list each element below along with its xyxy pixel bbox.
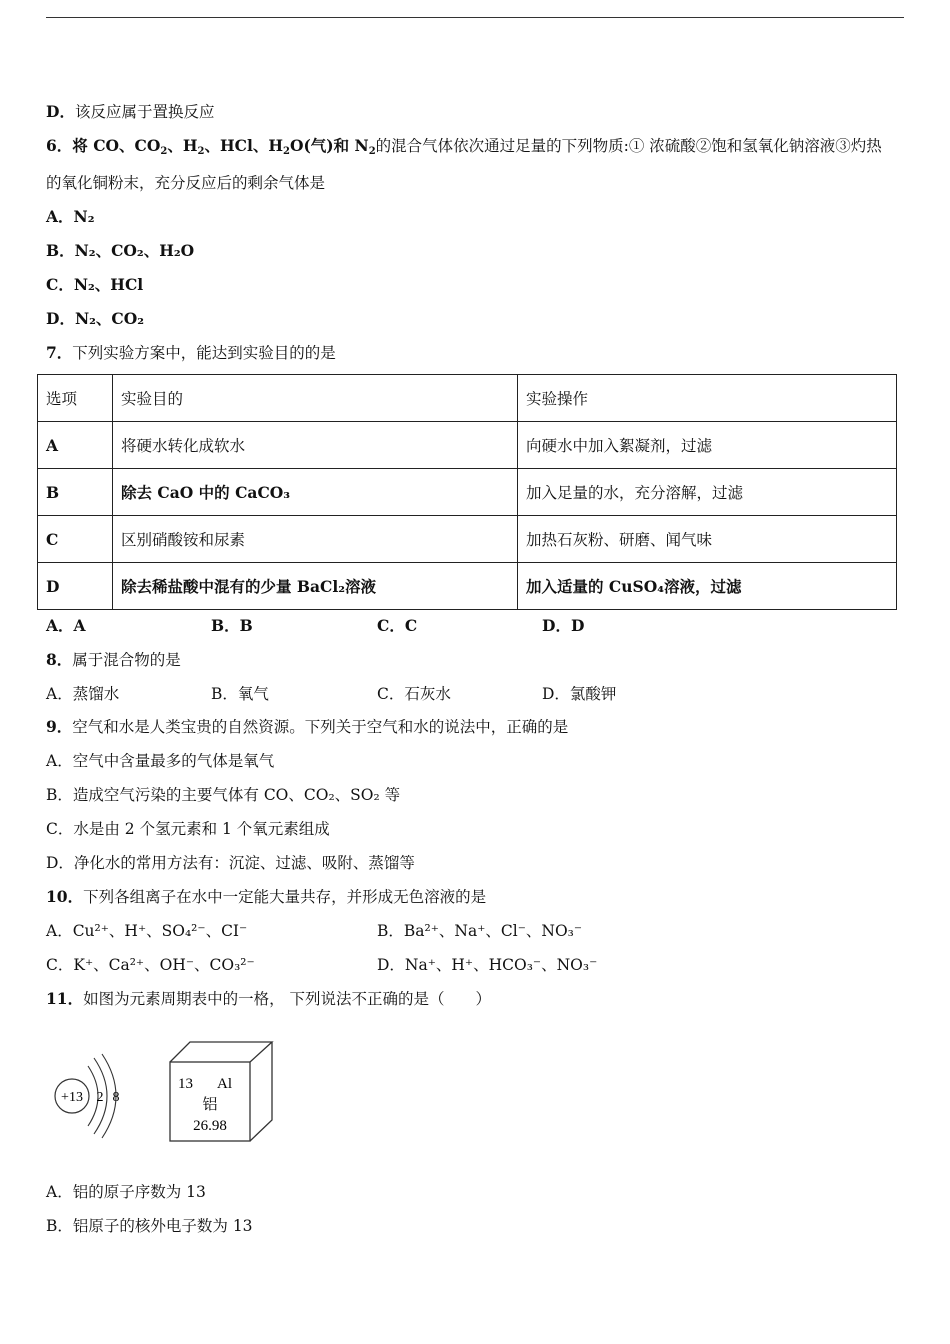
table-cell: 区别硝酸铵和尿素: [113, 516, 518, 563]
q9-option-b: B．造成空气污染的主要气体有 CO、CO₂、SO₂ 等: [46, 786, 401, 804]
aluminum-figure: [50, 1040, 280, 1150]
shell2-electrons: 8: [112, 1090, 120, 1105]
q7-answers: [0, 615, 950, 637]
q5-option-d: D．该反应属于置换反应: [46, 102, 215, 121]
q6-stem-line2: 的氧化铜粉末，充分反应后的剩余气体是: [46, 174, 326, 192]
q9-option-d: D．净化水的常用方法有：沉淀、过滤、吸附、蒸馏等: [46, 854, 415, 872]
q10-options-row1: [0, 920, 950, 942]
q10-option-c: C．K⁺、Ca²⁺、OH⁻、CO₃²⁻: [46, 956, 255, 974]
q8-option-c: C．石灰水: [377, 685, 451, 703]
table-cell: 加入足量的水，充分溶解，过滤: [518, 469, 897, 516]
table-header-cell: 选项: [38, 375, 113, 422]
q7-answer-d: D．D: [542, 616, 585, 635]
q10-option-b: B．Ba²⁺、Na⁺、Cl⁻、NO₃⁻: [377, 922, 583, 940]
table-cell: 将硬水转化成软水: [113, 422, 518, 469]
q9-stem: 9．空气和水是人类宝贵的自然资源。下列关于空气和水的说法中，正确的是: [46, 717, 569, 736]
q7-table: [37, 374, 897, 610]
q11-stem: 11．如图为元素周期表中的一格， 下列说法不正确的是（ ）: [46, 989, 492, 1008]
table-cell: C: [38, 516, 113, 563]
q10-option-d: D．Na⁺、H⁺、HCO₃⁻、NO₃⁻: [377, 956, 598, 974]
shell1-electrons: 2: [96, 1090, 104, 1105]
q6-stem-line1: 6．将 CO、$CO_2$、$H_2$、HCl、$H_2O$(气)和 $N_2$的混合气体依次通过足量的下列物质:① 浓硫酸②饱和氢氧化钠溶液③灼热: [46, 136, 882, 157]
table-cell: B: [38, 469, 113, 516]
q10-options-row2: [0, 954, 950, 976]
element-name: 铝: [202, 1095, 218, 1113]
q8-stem: 8．属于混合物的是: [46, 650, 181, 669]
element-cell-top: [170, 1042, 272, 1062]
table-cell: D: [38, 563, 113, 610]
table-row: [38, 516, 897, 563]
q8-option-a: A．蒸馏水: [46, 685, 120, 703]
table-cell: 加入适量的 CuSO₄溶液，过滤: [518, 563, 897, 610]
table-cell: 除去稀盐酸中混有的少量 BaCl₂溶液: [113, 563, 518, 610]
table-cell: 除去 CaO 中的 CaCO₃: [113, 469, 518, 516]
q6-option-c: C．N₂、HCl: [46, 275, 144, 294]
atomic-mass: 26.98: [193, 1118, 227, 1134]
header-rule: [46, 17, 904, 18]
element-cell-side: [250, 1042, 272, 1141]
q8-option-d: D．氯酸钾: [542, 685, 617, 703]
q8-option-b: B．氧气: [211, 685, 269, 703]
q6-option-a: A．N₂: [46, 207, 95, 226]
atom-and-element-cell-diagram: [50, 1040, 280, 1150]
q6-option-b: B．N₂、CO₂、H₂O: [46, 241, 195, 260]
table-row: [38, 563, 897, 610]
q9-option-c: C．水是由 2 个氢元素和 1 个氧元素组成: [46, 820, 330, 838]
table-row: [38, 469, 897, 516]
q11-option-b: B．铝原子的核外电子数为 13: [46, 1217, 253, 1235]
q7-answer-c: C．C: [377, 616, 418, 635]
table-row: [38, 422, 897, 469]
q7-answer-b: B．B: [211, 616, 253, 635]
q7-stem: 7．下列实验方案中，能达到实验目的的是: [46, 343, 336, 362]
table-cell: 向硬水中加入絮凝剂，过滤: [518, 422, 897, 469]
q6-option-d: D．N₂、CO₂: [46, 309, 145, 328]
q11-option-a: A．铝的原子序数为 13: [46, 1183, 206, 1201]
table-header-cell: 实验操作: [518, 375, 897, 422]
q7-answer-a: A．A: [46, 616, 86, 635]
table-header-row: [38, 375, 897, 422]
q10-stem: 10．下列各组离子在水中一定能大量共存，并形成无色溶液的是: [46, 887, 487, 906]
q8-options: [0, 683, 950, 705]
table-cell: 加热石灰粉、研磨、闻气味: [518, 516, 897, 563]
nucleus-charge: +13: [61, 1090, 83, 1105]
element-symbol: Al: [217, 1076, 232, 1092]
table-cell: A: [38, 422, 113, 469]
q9-option-a: A．空气中含量最多的气体是氧气: [46, 752, 275, 770]
table-header-cell: 实验目的: [113, 375, 518, 422]
q10-option-a: A．Cu²⁺、H⁺、SO₄²⁻、CI⁻: [46, 922, 248, 940]
atomic-number: 13: [178, 1076, 193, 1092]
